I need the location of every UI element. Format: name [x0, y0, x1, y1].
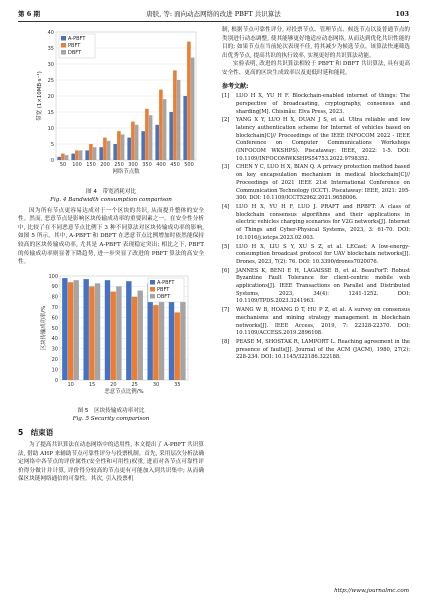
bar [89, 144, 93, 160]
bar [74, 280, 79, 380]
figure-5-caption-en: Fig. 5 Security comparison [72, 416, 150, 423]
bar [159, 297, 164, 380]
x-tick-label: 100 [72, 162, 82, 168]
references-heading: 参考文献: [222, 82, 249, 90]
x-tick-label: 20 [110, 381, 117, 388]
right-column [222, 26, 410, 363]
reference-item [222, 93, 410, 116]
y-tick-label: 100 [48, 273, 58, 280]
x-tick-label: 10 [67, 381, 74, 388]
reference-item [222, 268, 410, 307]
reference-number: [6] [222, 267, 230, 274]
bar [62, 278, 67, 380]
bar [163, 99, 167, 160]
x-tick-label: 150 [86, 162, 96, 168]
x-tick-label: 35 [174, 381, 181, 388]
reference-number: [4] [222, 204, 230, 210]
x-tick-label: 300 [128, 162, 138, 168]
bar [191, 58, 195, 160]
legend-label: DBFT [68, 50, 82, 56]
reference-text: YANG X Y, LUO H X, DUAN J S, et al. Ultra reliable and low latency authentication scheme for Internet of vehicles based on blockchain[C]// Proceedings of the IEEE INFOCOM 2022 - IEEE Conference on Computer Communications Workshops (INFOCOM WKSHPS). Piscataway: IEEE, 2022: 1-5. DOI: 10.1109/INFOCOMWKSHPS54753.2022.9798352. [236, 117, 410, 162]
y-tick-label: 60 [51, 315, 58, 322]
bar [138, 290, 143, 379]
y-tick-label: 40 [51, 335, 58, 342]
bar [93, 147, 97, 160]
x-tick-label: 15 [88, 381, 96, 388]
reference-number: [8] [222, 338, 230, 345]
reference-number: [7] [222, 307, 230, 314]
legend-label: A-PBFT [157, 279, 175, 286]
reference-item [222, 164, 410, 203]
y-tick-label: 20 [51, 356, 58, 363]
y-tick-label: 70 [51, 304, 58, 311]
running-title: 唐朕, 等: 面向动态网络的改进 PBFT 共识算法 [146, 10, 281, 18]
y-axis-label: 区块传输成功率/% [41, 305, 47, 351]
legend-swatch [61, 43, 66, 48]
bar [113, 144, 117, 160]
reference-item [222, 204, 410, 243]
reference-number: [3] [222, 164, 230, 171]
bar [71, 154, 75, 160]
y-tick-label: 30 [51, 346, 58, 353]
legend-swatch [150, 287, 155, 292]
legend-swatch [61, 36, 66, 41]
bar [180, 302, 185, 380]
y-tick-label: 80 [51, 294, 58, 301]
reference-text: CHEN Y C, LUO H X, BIAN Q. A privacy protection method based on key encapsulation mechanism in medical blockchain[C]// Proceedings of 2021 IEEE 21st International Conference on Communication Technology (ICCT). Piscataway: IEEE, 2021: 295-300. DOI: 10.1109/ICCT52962.2021.9658006. [236, 164, 410, 202]
body-paragraph: 因为所有节点更容易达成对于一个区块的共识, 从而提升整体的安全性。然而, 恶意节点是影响区块传输成功率的重要因素之一。在安全性分析中, 比较了在不同恶意节点比例下 3 种不同算法对区块传输成功率的影响, 如图 5 所示。其中, A-PBFT 和 DBFT 在恶意节点比例增加时依然能保持较高的区块传输成功率, 尤其是 A-PBFT 表现稳定突出; 相比之下, PBFT 的传输成功率则显著下降趋势, 进一步突显了改进的 PBFT 算法的高安全性。 [18, 207, 204, 266]
bar [135, 125, 139, 160]
reference-number: [1] [222, 93, 230, 100]
bandwidth-chart [18, 26, 204, 184]
y-tick-label: 20 [47, 93, 54, 100]
reference-item [222, 244, 410, 267]
bar [75, 150, 79, 160]
bar [121, 134, 125, 160]
page-header [18, 8, 409, 20]
x-tick-label: 350 [142, 162, 152, 168]
y-tick-label: 10 [47, 125, 54, 132]
y-tick-label: 40 [47, 29, 54, 36]
y-tick-label: 0 [50, 157, 54, 164]
x-tick-label: 50 [59, 162, 67, 168]
bar [57, 157, 61, 160]
left-column [18, 26, 204, 484]
reference-number: [2] [222, 117, 230, 124]
bar [153, 305, 158, 380]
figure-4-caption-en: Fig. 4 Bandwidth consumption comparison [50, 196, 172, 203]
reference-text: LUO H X, LIU S Y, XU S Z, et al. LECast: A low-energy-consumption broadcast protocol for UAV blockchain networks[J]. Drones, 2023, 7(2): 76. DOI: 10.3390/drones7020076. [236, 243, 410, 265]
figure-4-caption-cn: 图 4 带宽消耗对比 [85, 188, 137, 195]
bar [89, 286, 94, 380]
y-tick-label: 30 [47, 61, 54, 68]
reference-text: JANNES K, BENI E H, LAGAISSE B, et al. BeauForT: Robust Byzantine Fault Tolerance for client-centric mobile web applications[J]. IEEE Transactions on Parallel and Distributed Systems, 2023, 34(4): 1241-1252. DOI: 10.1109/TPDS.2023.3241963. [236, 267, 410, 305]
bar [107, 141, 111, 160]
bar [61, 154, 65, 160]
bar [116, 286, 121, 380]
y-tick-label: 0 [54, 377, 58, 384]
legend-label: A-PBFT [68, 36, 86, 42]
legend-label: PBFT [68, 43, 81, 49]
reference-text: LUO H X, YU H F, LUO J. PRAFT and RPBFT: A class of blockchain consensus algorithms and their applications in electric vehicles charging scenarios for V2G networks[J]. Internet of Things and Cyber-Physical Systems, 2023, 3: 61-70. DOI: 10.1016/j.iotcps.2023.02.003. [236, 204, 410, 241]
header-rule [18, 21, 409, 22]
bar [117, 131, 121, 160]
bar [187, 42, 191, 160]
issue-number: 第 6 期 [18, 10, 41, 18]
x-tick-label: 30 [152, 381, 160, 388]
figure-4 [18, 26, 204, 204]
bar [68, 282, 73, 380]
legend-label: DBFT [157, 293, 171, 300]
bar [65, 155, 69, 160]
x-tick-label: 200 [100, 162, 110, 168]
reference-text: PEASE M, SHOSTAK R, LAMPORT L. Reaching agreement in the presence of faults[J]. Journal of the ACM (JACM), 1980, 27(2): 228-234. DOI: 10.1145/322186.322188. [236, 338, 410, 361]
y-tick-label: 25 [47, 77, 54, 84]
footer-url: http://www.journalmc.com [334, 588, 409, 594]
legend-swatch [150, 280, 155, 285]
y-tick-label: 35 [47, 45, 54, 52]
bar [132, 297, 137, 380]
bar [105, 280, 110, 380]
bar [131, 122, 135, 160]
bar [110, 291, 115, 379]
reference-item [222, 307, 410, 338]
x-tick-label: 250 [114, 162, 124, 168]
figure-4-caption [18, 188, 204, 204]
body-paragraph: 为了提高共识算法在动态网络中的适用性, 本文提出了 A-PBFT 共识算法, 借助 AHP 来辅助节点可靠性评分与投票机制。首先, 采用层次分析法确定网络中各节点的评价属性(安全性和可用性)权重, 进而对各节点可靠性评价得分做计并计算, 评价得分较高的节点更有可能加入到共识集中; 从而确保区块链网络通信的可靠性。其次, 引入投票机 [18, 441, 204, 483]
bar [95, 283, 100, 380]
reference-number: [5] [222, 243, 230, 250]
legend-swatch [150, 294, 155, 299]
legend-label: PBFT [157, 286, 170, 293]
reference-item [222, 117, 410, 163]
y-tick-label: 50 [51, 325, 58, 332]
y-axis-label: 带宽 (1×10MB·s⁻¹) [37, 71, 43, 121]
body-paragraph: 实验表明, 改进的共识算法相较于 PBFT 和 DBFT 共识算法, 具有更高安全性、更高的区块生成效率以及更低时延和能耗。 [222, 61, 410, 76]
bar [126, 281, 131, 380]
y-tick-label: 5 [50, 141, 54, 148]
bar [145, 109, 149, 160]
figure-5-caption-cn: 图 5 区块传输成功率对比 [77, 408, 145, 415]
reference-item [222, 339, 410, 362]
reference-list [222, 93, 410, 362]
bar [141, 131, 145, 160]
x-tick-label: 400 [156, 162, 166, 168]
bar [155, 125, 159, 160]
body-paragraph: 制, 根据节点可靠性评分, 对投票节点、管理节点、候选节点以及普通节点的类别进行动态调整, 使其能够更好地适应动态网络, 从而达到优化共识性能的目的; 如果节点在当前轮次表现不佳, 将其减少为候选节点。该算法快速筛选出优秀节点, 提高共识的执行效率, 实现更好的共识算法功能。 [222, 27, 410, 59]
y-tick-label: 15 [47, 109, 54, 116]
reference-text: LUO H X, YU H F. Blockchain-enabled internet of things: The perspective of broadcasting, cryptography, consensus and sharding[M]. Chisinău: Elva Press, 2023. [236, 93, 410, 115]
figure-5-caption [18, 407, 204, 423]
page-number: 103 [395, 10, 409, 18]
figure-5 [18, 270, 204, 424]
x-tick-label: 500 [184, 162, 194, 168]
bar [183, 96, 187, 160]
bar [99, 147, 103, 160]
bar [173, 70, 177, 160]
x-axis-label: 网络节点数 [112, 169, 140, 175]
bar [177, 80, 181, 160]
bar [149, 115, 153, 160]
legend-swatch [61, 50, 66, 55]
section-title: 5 结束语 [18, 428, 54, 438]
bar [83, 279, 88, 380]
bar [85, 150, 89, 160]
success-rate-chart [18, 270, 204, 404]
x-tick-label: 450 [170, 162, 180, 168]
x-tick-label: 25 [131, 381, 138, 388]
y-tick-label: 10 [51, 367, 58, 374]
bar [169, 112, 173, 160]
bar [79, 150, 83, 160]
bar [174, 312, 179, 380]
bar [127, 138, 131, 160]
y-tick-label: 90 [51, 283, 58, 290]
reference-text: WANG W B, HOANG D T, HU P Z, et al. A survey on consensus mechanisms and mining strategy management in blockchain networks[J]. IEEE Access, 2019, 7: 22328-22370. DOI: 10.1109/ACCESS.2019.2896108. [236, 307, 410, 337]
x-axis-label: 恶意节点比例/% [104, 388, 144, 395]
bar [103, 138, 107, 160]
bar [159, 90, 163, 160]
